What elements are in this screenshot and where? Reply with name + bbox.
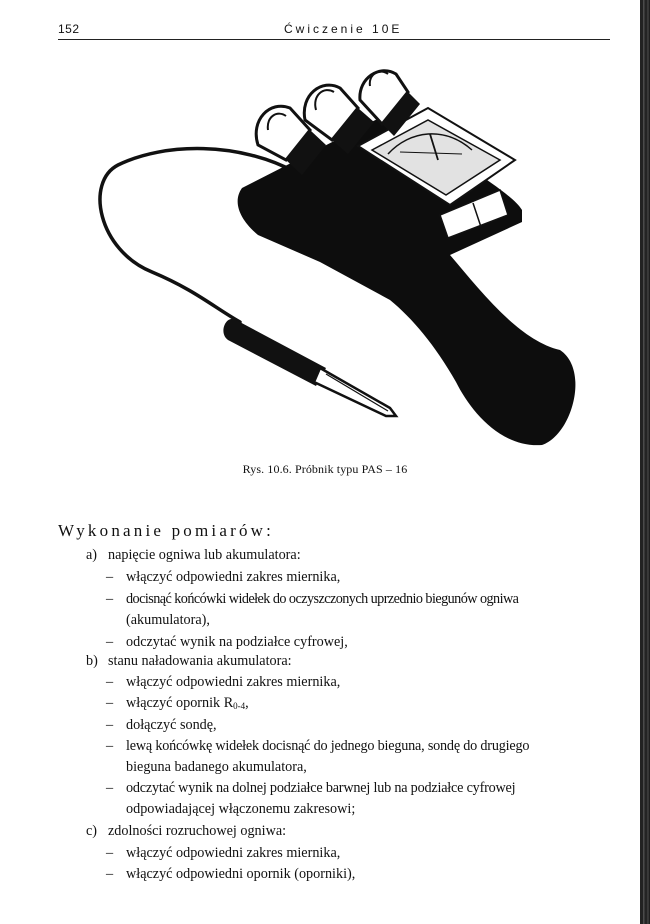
figure-caption: Rys. 10.6. Próbnik typu PAS – 16 — [242, 462, 408, 476]
step-text: włączyć odpowiedni opornik (oporniki), — [126, 866, 356, 882]
subscript: 0-4 — [233, 701, 246, 711]
tester-illustration — [90, 50, 590, 450]
item-title: zdolności rozruchowej ogniwa: — [108, 823, 287, 839]
section-heading: Wykonanie pomiarów: — [58, 521, 275, 540]
step-text: włączyć odpowiedni zakres miernika, — [126, 845, 341, 861]
dash: – — [106, 569, 114, 585]
dash: – — [106, 866, 114, 882]
running-head: Ćwiczenie 10E — [284, 22, 403, 36]
dash: – — [106, 845, 114, 861]
item-letter: c) — [86, 823, 98, 839]
dash: – — [106, 695, 114, 711]
step-text-prefix: włączyć opornik R — [126, 695, 234, 711]
dash: – — [106, 738, 114, 754]
item-letter: b) — [86, 653, 98, 669]
step-text: odpowiadającej włączonemu zakresowi; — [126, 801, 356, 817]
step-text: docisnąć końcówki widełek do oczyszczonych uprzednio biegunów ogniwa — [126, 591, 519, 607]
dash: – — [106, 591, 114, 607]
step-text: bieguna badanego akumulatora, — [126, 759, 307, 775]
step-text: włączyć odpowiedni zakres miernika, — [126, 674, 341, 690]
dash: – — [106, 674, 114, 690]
item-letter: a) — [86, 547, 98, 563]
dash: – — [106, 717, 114, 733]
page-header — [58, 22, 610, 38]
step-text: (akumulatora), — [126, 612, 210, 628]
step-text: odczytać wynik na dolnej podziałce barwnej lub na podziałce cyfrowej — [126, 780, 516, 796]
step-text — [126, 693, 249, 716]
item-title: napięcie ogniwa lub akumulatora: — [108, 547, 301, 563]
dash: – — [106, 634, 114, 650]
step-text-suffix: , — [245, 695, 249, 711]
step-text: odczytać wynik na podziałce cyfrowej, — [126, 634, 348, 650]
step-text: dołączyć sondę, — [126, 717, 217, 733]
page-number: 152 — [58, 22, 80, 36]
dash: – — [106, 780, 114, 796]
header-rule — [58, 39, 610, 40]
item-title: stanu naładowania akumulatora: — [108, 653, 292, 669]
step-text: lewą końcówkę widełek docisnąć do jednego bieguna, sondę do drugiego — [126, 738, 530, 754]
step-text: włączyć odpowiedni zakres miernika, — [126, 569, 341, 585]
